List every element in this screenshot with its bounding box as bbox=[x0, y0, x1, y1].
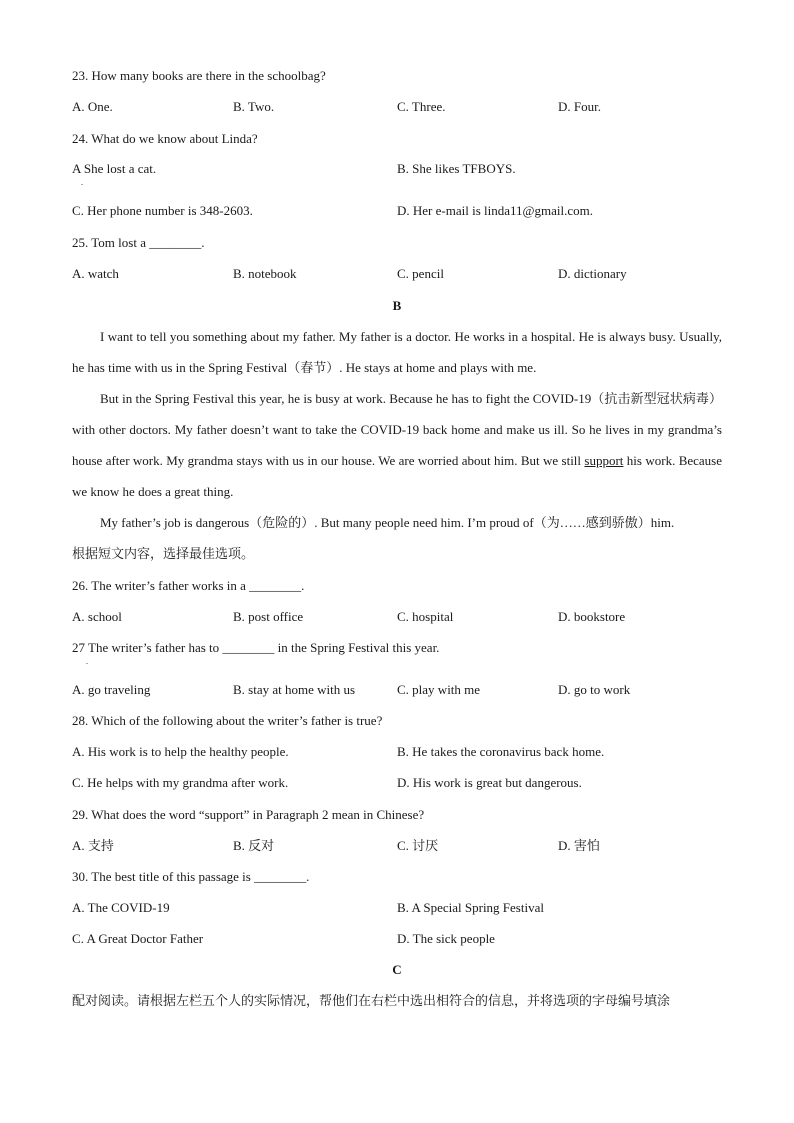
q28-stem: 28. Which of the following about the writer’s father is true? bbox=[72, 713, 383, 728]
q24-stem: 24. What do we know about Linda? bbox=[72, 131, 258, 146]
stray-dot: . bbox=[86, 657, 88, 666]
q26-stem: 26. The writer’s father works in a ________. bbox=[72, 578, 305, 593]
q23-option-d: D. Four. bbox=[558, 99, 601, 114]
section-c-heading: C bbox=[392, 962, 402, 977]
q26-option-b: B. post office bbox=[233, 609, 304, 624]
q25-option-b: B. notebook bbox=[233, 266, 297, 281]
instruction: 根据短文内容，选择最佳选项。 bbox=[72, 546, 255, 561]
q27-option-b: B. stay at home with us bbox=[233, 682, 356, 697]
q29-option-d: D. 害怕 bbox=[558, 838, 600, 853]
q27-stem: 27 The writer’s father has to ________ in the Spring Festival this year. bbox=[72, 640, 440, 655]
q29-option-b: B. 反对 bbox=[233, 838, 275, 853]
q26-option-a: A. school bbox=[72, 609, 122, 624]
q30-stem: 30. The best title of this passage is ________. bbox=[72, 869, 310, 884]
passage-paragraph-2 bbox=[72, 383, 722, 507]
q30-option-b: B. A Special Spring Festival bbox=[397, 900, 544, 915]
q29-stem: 29. What does the word “support” in Paragraph 2 mean in Chinese? bbox=[72, 807, 425, 822]
paragraph-2-text: But in the Spring Festival this year, he is busy at work. Because he has to fight the COVID-19（抗击新型冠状病毒）with other doctors. My father doesn’t want to take the COVID-19 back home and make us ill. So he lives in my grandma’s house after work. My grandma stays with us in our house. We are worried about him. But we still bbox=[72, 391, 722, 468]
q24-option-c: C. Her phone number is 348-2603. bbox=[72, 203, 253, 218]
q30-option-d: D. The sick people bbox=[397, 931, 495, 946]
underlined-word-support: support bbox=[584, 453, 624, 468]
q27-option-c: C. play with me bbox=[397, 682, 481, 697]
passage-paragraph-1: I want to tell you something about my father. My father is a doctor. He works in a hospital. He is always busy. Usually, he has time with us in the Spring Festival（春节）. He stays at home and plays with me. bbox=[72, 329, 722, 375]
stray-dot: . bbox=[81, 178, 83, 187]
q26-option-c: C. hospital bbox=[397, 609, 454, 624]
q28-option-b: B. He takes the coronavirus back home. bbox=[397, 744, 605, 759]
q30-option-a: A. The COVID-19 bbox=[72, 900, 170, 915]
q28-option-a: A. His work is to help the healthy people. bbox=[72, 744, 289, 759]
q26-option-d: D. bookstore bbox=[558, 609, 626, 624]
q27-option-d: D. go to work bbox=[558, 682, 631, 697]
section-c-instruction: 配对阅读。请根据左栏五个人的实际情况，帮他们在右栏中选出相符合的信息，并将选项的字母编号填涂 bbox=[72, 993, 671, 1008]
q23-option-c: C. Three. bbox=[397, 99, 446, 114]
q27-option-a: A. go traveling bbox=[72, 682, 151, 697]
q28-option-c: C. He helps with my grandma after work. bbox=[72, 775, 289, 790]
q30-option-c: C. A Great Doctor Father bbox=[72, 931, 204, 946]
q25-stem: 25. Tom lost a ________. bbox=[72, 235, 205, 250]
q29-option-a: A. 支持 bbox=[72, 838, 114, 853]
passage-paragraph-3: My father’s job is dangerous（危险的）. But many people need him. I’m proud of（为……感到骄傲）him. bbox=[100, 515, 675, 530]
section-b-heading: B bbox=[392, 298, 402, 313]
q23-option-b: B. Two. bbox=[233, 99, 275, 114]
q23-stem: 23. How many books are there in the schoolbag? bbox=[72, 68, 326, 83]
q25-option-a: A. watch bbox=[72, 266, 119, 281]
q29-option-c: C. 讨厌 bbox=[397, 838, 439, 853]
q28-option-d: D. His work is great but dangerous. bbox=[397, 775, 582, 790]
q24-option-b: B. She likes TFBOYS. bbox=[397, 161, 516, 176]
q24-option-d: D. Her e-mail is linda11@gmail.com. bbox=[397, 203, 593, 218]
q25-option-d: D. dictionary bbox=[558, 266, 627, 281]
q23-option-a: A. One. bbox=[72, 99, 113, 114]
paragraph-2-text-end: his work. Because we know he does a great thing. bbox=[72, 453, 723, 499]
q25-option-c: C. pencil bbox=[397, 266, 444, 281]
q24-option-a: A She lost a cat. bbox=[72, 161, 157, 176]
